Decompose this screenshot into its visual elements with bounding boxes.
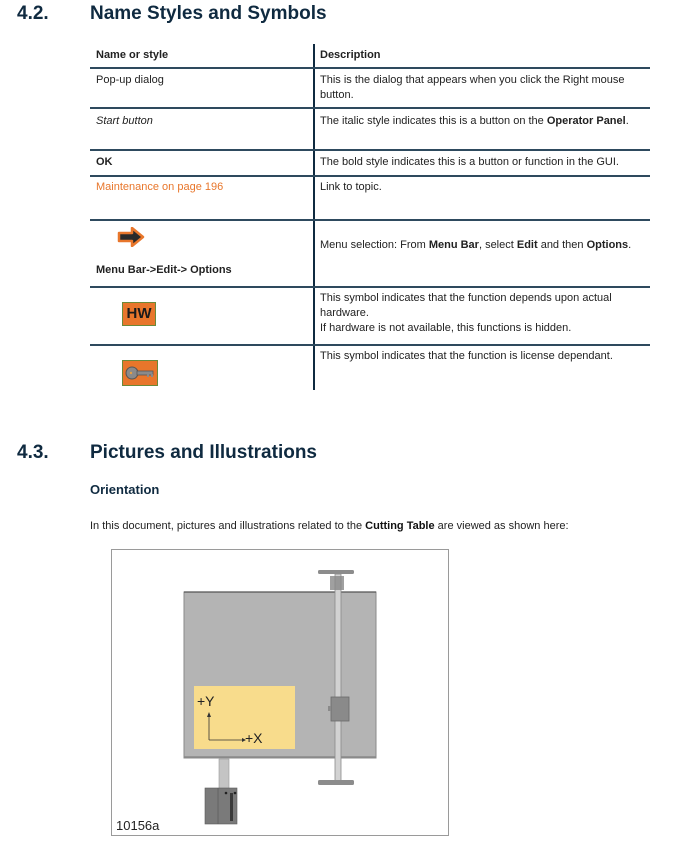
section-4-3-number: 4.3. [17, 442, 49, 463]
y-axis-label: +Y [197, 693, 215, 709]
para-bold-text: Cutting Table [365, 520, 435, 532]
row-start-button-description [320, 114, 645, 129]
row-divider [90, 286, 650, 288]
section-4-2-number: 4.2. [17, 3, 49, 24]
name-styles-table [90, 44, 650, 390]
gantry-top-end [318, 570, 354, 574]
desc-bold-text: Options [586, 239, 629, 251]
desc-text: , select [478, 239, 517, 251]
row-divider [90, 67, 650, 69]
row-menu-path-name: Menu Bar->Edit-> Options [96, 264, 232, 276]
row-divider [90, 344, 650, 346]
maintenance-link[interactable]: Maintenance on page 196 [96, 181, 224, 193]
row-divider [90, 149, 650, 151]
desc-line: If hardware is not available, this functions is hidden. [320, 322, 572, 334]
desc-text: . [628, 239, 632, 251]
cutting-table-figure [111, 549, 449, 836]
row-link-description: Link to topic. [320, 181, 382, 193]
x-axis-label: +X [245, 730, 263, 746]
orange-arrow-icon [117, 227, 145, 247]
para-text: In this document, pictures and illustrations related to the [90, 520, 366, 532]
desc-text: The italic style indicates this is a button on the [320, 115, 547, 127]
desc-bold-text: Edit [516, 239, 538, 251]
para-text: are viewed as shown here: [434, 520, 569, 532]
row-ok-name: OK [96, 156, 113, 168]
row-divider [90, 175, 650, 177]
license-key-icon [122, 360, 158, 386]
desc-bold-text: Operator Panel [546, 115, 626, 127]
row-ok-description: The bold style indicates this is a button or function in the GUI. [320, 156, 619, 168]
section-4-2-title: Name Styles and Symbols [90, 3, 327, 24]
gantry-bottom-end [318, 780, 354, 785]
row-divider [90, 107, 650, 109]
desc-text: and then [537, 239, 587, 251]
tool-carriage [331, 697, 349, 721]
row-start-button-name: Start button [96, 115, 153, 127]
row-menu-description [320, 238, 645, 253]
header-name-or-style: Name or style [96, 49, 169, 61]
desc-text: Menu selection: From [320, 239, 429, 251]
column-divider [313, 44, 315, 390]
orientation-paragraph [90, 520, 569, 532]
section-4-3-title: Pictures and Illustrations [90, 442, 317, 463]
desc-bold-text: Menu Bar [428, 239, 479, 251]
row-hardware-description [320, 291, 645, 336]
header-description: Description [320, 49, 381, 61]
row-license-description: This symbol indicates that the function is license dependant. [320, 350, 613, 362]
desc-text: . [625, 115, 629, 127]
table-leg [219, 759, 229, 789]
gantry-beam [335, 574, 341, 784]
figure-id: 10156a [116, 818, 160, 833]
orientation-subheading: Orientation [90, 482, 160, 497]
row-popup-name: Pop-up dialog [96, 74, 164, 86]
hardware-symbol-icon: HW [122, 302, 156, 326]
row-popup-description: This is the dialog that appears when you click the Right mouse button. [320, 74, 625, 101]
cutting-table-illustration [112, 550, 448, 835]
desc-line: This symbol indicates that the function depends upon actual hardware. [320, 292, 612, 319]
row-divider [90, 219, 650, 221]
